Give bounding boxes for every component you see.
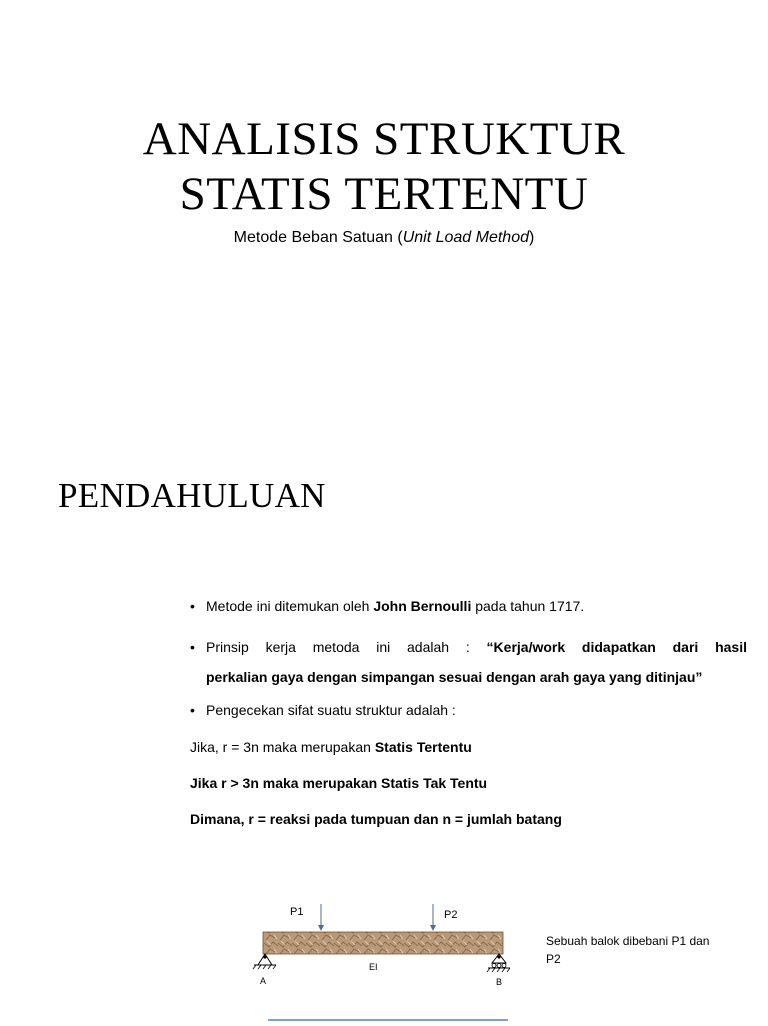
load-arrow-head-p1: [318, 925, 324, 931]
pin-support-a: [253, 954, 276, 969]
bullet-item-principle: [190, 632, 747, 692]
section-heading: PENDAHULUAN: [58, 476, 326, 515]
slide-title: [0, 112, 768, 222]
subtitle-suffix: ): [529, 229, 535, 246]
load-arrow-head-p2: [430, 925, 436, 931]
beam-diagram-svg: [250, 898, 520, 998]
bullet-bold-text: John Bernoulli: [373, 598, 472, 614]
title-line-1: ANALISIS STRUKTUR: [142, 113, 626, 165]
paragraph-statis-tak-tentu: Jika r > 3n maka merupakan Statis Tak Tentu: [190, 775, 488, 791]
roller-support-b: [487, 954, 510, 972]
support-label-a: A: [260, 976, 267, 986]
beam-label-ei: EI: [369, 962, 378, 972]
paragraph-statis-tertentu: [190, 739, 472, 755]
load-label-p1: P1: [290, 906, 304, 918]
bullet-text: Metode ini ditemukan oleh: [206, 598, 374, 614]
subtitle-italic: Unit Load Method: [402, 229, 529, 246]
title-line-2: STATIS TERTENTU: [179, 168, 589, 220]
bullet-bold-text: perkalian gaya dengan simpangan sesuai dengan arah gaya yang ditinjau”: [206, 669, 703, 685]
next-figure-edge: [268, 1019, 508, 1026]
bullet-text: Prinsip kerja metoda ini adalah :: [206, 639, 487, 655]
bullet-text: pada tahun 1717.: [471, 598, 585, 614]
load-label-p2: P2: [444, 909, 458, 921]
slide-subtitle: [0, 229, 768, 247]
subtitle-prefix: Metode Beban Satuan (: [233, 229, 403, 246]
beam-diagram: [250, 898, 520, 998]
paragraph-text: Jika, r = 3n maka merupakan: [190, 739, 375, 755]
bullet-bold-text: “Kerja/work didapatkan dari hasil: [486, 639, 747, 655]
support-label-b: B: [496, 977, 503, 987]
beam: [263, 932, 503, 954]
bullet-item-check: • Pengecekan sifat suatu struktur adalah :: [190, 702, 747, 718]
paragraph-definition: Dimana, r = reaksi pada tumpuan dan n = jumlah batang: [190, 811, 562, 827]
bullet-line-1: [206, 632, 747, 662]
bullet-item-discovery: [190, 598, 747, 614]
diagram-caption: Sebuah balok dibebani P1 dan P2: [546, 934, 710, 966]
paragraph-bold-text: Statis Tertentu: [374, 739, 472, 755]
